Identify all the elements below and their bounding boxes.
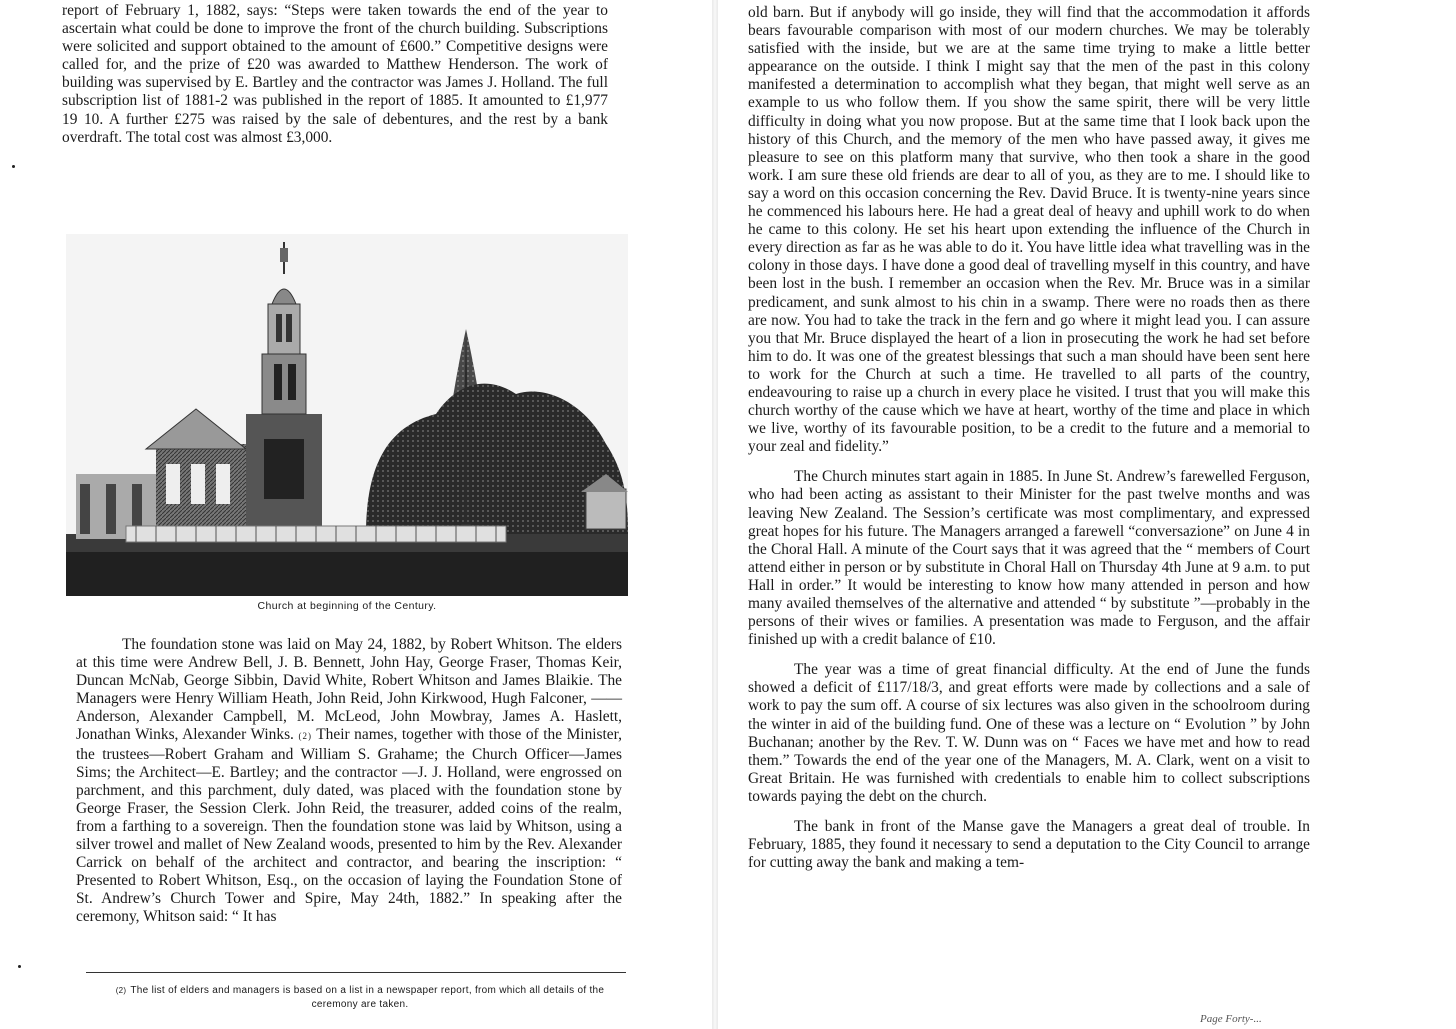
left-main-paragraph	[76, 636, 622, 927]
page-footer: Page Forty-...	[1200, 1013, 1262, 1025]
scan-speck	[18, 965, 21, 968]
footnote	[110, 984, 610, 1012]
right-column-text	[748, 4, 1310, 872]
footnote-reference: (2)	[298, 731, 312, 742]
right-paragraph-1: old barn. But if anybody will go inside, they will find that the accommodation it affords bears favourable comparison with most of our modern churches. We may be tolerably satisfied with the inside, but we are at the same time trying to make a little better appearance on the outside. I think I might say that the men of the past in this colony manifested a determination to accomplish what they began, that might well serve as an example to us who follow them. If you show the same spirit, there will be very little difficulty in doing what you now propose. But at the same time that I look back upon the history of this Church, and the memory of the men who have passed away, it gives me pleasure to see on this platform many that survive, who then took a share in the good work. I am sure these old friends are dear to all of you, as they are to me. I should like to say a word on this occasion concerning the Rev. David Bruce. It is twenty-nine years since he commenced his labours here. He had a great deal of heavy and uphill work to do when he came to this colony. He set his heart upon extending the influence of the Church in every direction as far as he was able to do it. You have little idea what travelling was in the colony in those days. I have done a good deal of travelling myself in this country, and have been lost in the bush. I remember an occasion when the Rev. Mr. Bruce was in a similar predicament, and sunk almost to his chin in a swamp. There were no roads then as there are now. You had to take the track in the fern and go where it might lead you. I can assure you that Mr. Bruce displayed the heart of a lion in prosecuting the work he had set before him to do. It was one of the greatest blessings that such a man should have been sent here to work for the Church at such a time. He travelled to all parts of the country, endeavouring to raise up a church in every place he visited. I trust that you will make this church worthy of the cause which we have at heart, worthy of the time and place in which we live, worthy of its favourable position, to be a credit to the future and a memorial to your zeal and fidelity.”	[748, 4, 1310, 456]
left-top-paragraph: report of February 1, 1882, says: “Steps were taken towards the end of the year to ascertain what could be done to improve the front of the church building. Subscriptions were solicited and support obtained to the amount of £600.” Competitive designs were called for, and the prize of £20 was awarded to Matthew Henderson. The work of building was supervised by E. Bartley and the contractor was James J. Holland. The full subscription list of 1881-2 was published in the report of 1885. It amounted to £1,977 19 10. A further £275 was raised by the sale of debentures, and the rest by a bank overdraft. The total cost was almost £3,000.	[62, 2, 608, 146]
footnote-rule	[86, 972, 626, 973]
scan-speck	[12, 165, 15, 168]
right-paragraph-4: The bank in front of the Manse gave the Managers a great deal of trouble. In February, 1885, they found it necessary to send a deputation to the City Council to arrange for cutting away the bank and making a tem-	[748, 818, 1310, 872]
footnote-mark: (2)	[115, 986, 127, 995]
right-paragraph-2: The Church minutes start again in 1885. In June St. Andrew’s farewelled Ferguson, who had been acting as assistant to their Minister for the past twelve months and was leaving New Zealand. The Session’s certificate was most complimentary, and expressed great hopes for his future. The Managers arranged a farewell “conversazione” on June 4 in the Choral Hall. A minute of the Court says that it was agreed that the “ members of Court attend either in person or by substitute in Choral Hall on Thursday 4th June at 9 a.m. to put Hall in order.” It would be interesting to know how many attended in person and how many availed themselves of the alternative and attended “ by substitute ”—probably in the persons of their wives or families. A presentation was made to Ferguson, and the affair finished up with a credit balance of £10.	[748, 468, 1310, 649]
left-page	[0, 0, 712, 1029]
church-photo	[66, 234, 628, 596]
left-main-paragraph-part1: The foundation stone was laid on May 24, 1882, by Robert Whitson. The elders at this time were Andrew Bell, J. B. Bennett, John Hay, George Fraser, Thomas Keir, Duncan McNab, George Sibbin, David White, Robert Whitson and James Blaikie. The Managers were Henry William Heath, John Reid, John Kirkwood, Hugh Falconer, —— Anderson, Alexander Campbell, M. McLeod, John Mowbray, James A. Haslett, Jonathan Winks, Alexander Winks.	[76, 636, 622, 744]
left-main-paragraph-part2: Their names, together with those of the Minister, the trustees—Robert Graham and William S. Grahame; the Church Officer—James Sims; the Architect—E. Bartley; and the contractor —J. J. Holland, were engrossed on parchment, and this parchment, duly dated, was placed with the foundation stone by George Fraser, the Session Clerk. John Reid, the treasurer, added coins of the realm, from a farthing to a sovereign. Then the foundation stone was laid by Whitson, using a silver trowel and mallet of New Zealand woods, presented to him by the Rev. Alexander Carrick on behalf of the architect and contractor, and bearing the inscription: “ Presented to Robert Whitson, Esq., on the occasion of laying the Foundation Stone of St. Andrew’s Church Tower and Spire, May 24th, 1882.” In speaking after the ceremony, Whitson said: “ It has	[76, 726, 622, 926]
left-main-text	[76, 636, 622, 927]
right-paragraph-3: The year was a time of great financial difficulty. At the end of June the funds showed a deficit of £117/18/3, and great efforts were made by collections and a sale of work to pay the sum off. A course of six lectures was also given in the schoolroom during the winter in aid of the building fund. One of these was a lecture on “ Evolution ” by John Buchanan; another by the Rev. T. W. Dunn was on “ Faces we have met and how to read them.” Towards the end of the year one of the Managers, M. A. Clark, went on a visit to Great Britain. He was furnished with credentials to enable him to collect subscriptions towards paying the debt on the church.	[748, 661, 1310, 805]
right-page	[718, 0, 1456, 1029]
footnote-text: The list of elders and managers is based on a list in a newspaper report, from which all details of the ceremony are taken.	[130, 985, 605, 1010]
photo-caption: Church at beginning of the Century.	[257, 600, 437, 612]
left-top-text	[62, 2, 608, 147]
